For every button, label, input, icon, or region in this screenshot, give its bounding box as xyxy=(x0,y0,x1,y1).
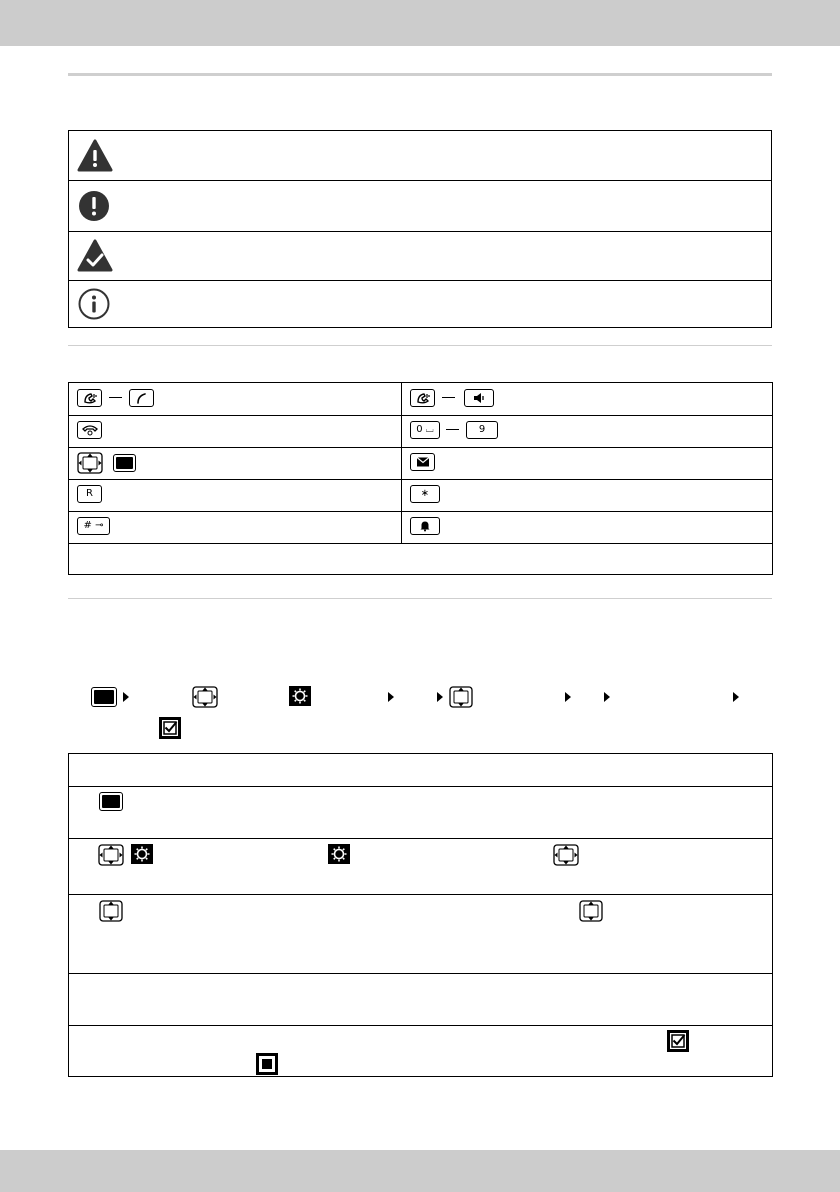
notice-box xyxy=(68,130,772,328)
notice-row-tip xyxy=(69,232,771,281)
section-rule-2 xyxy=(68,598,772,599)
bell-key-icon xyxy=(410,517,440,535)
message-key-icon xyxy=(410,453,435,471)
talk-key-icon xyxy=(77,389,102,407)
info-circle-icon xyxy=(77,287,111,321)
steps-table xyxy=(68,753,773,1077)
key-cell-talk-speaker xyxy=(402,383,772,415)
digit-key-icon: 9 xyxy=(466,421,498,439)
control-key-icon xyxy=(553,844,579,866)
checkbox-checked-icon xyxy=(667,1030,689,1052)
checkbox-checked-icon xyxy=(159,717,181,739)
updown-key-icon xyxy=(579,900,603,922)
arrow-right-icon xyxy=(123,692,129,702)
menu-key-icon xyxy=(113,454,136,472)
menu-key-icon xyxy=(91,687,117,707)
control-key-icon xyxy=(77,452,103,474)
footer-band xyxy=(0,1150,840,1192)
arrow-right-icon xyxy=(565,692,571,702)
key-cell-digits xyxy=(402,415,772,447)
arrow-right-icon xyxy=(388,692,394,702)
recall-key-icon: R xyxy=(77,485,102,503)
check-triangle-icon xyxy=(77,239,113,273)
warning-triangle-icon xyxy=(77,139,113,173)
control-key-icon xyxy=(98,844,124,866)
top-rule xyxy=(68,73,772,76)
settings-icon xyxy=(289,686,311,706)
key-cell-bell xyxy=(402,511,772,543)
talk-key-icon xyxy=(410,389,435,407)
notice-row-info xyxy=(69,281,771,327)
key-table xyxy=(68,382,773,575)
key-cell-star xyxy=(402,479,772,511)
header-band xyxy=(0,0,840,46)
section-rule-1 xyxy=(68,345,772,346)
menu-key-icon xyxy=(99,792,123,811)
checkbox-unchecked-icon xyxy=(256,1053,278,1075)
notice-row-important xyxy=(69,181,771,232)
updown-key-icon xyxy=(449,686,473,708)
settings-icon xyxy=(328,844,350,864)
key-cell-message xyxy=(402,447,772,479)
updown-key-icon xyxy=(99,900,123,922)
key-cell-hash xyxy=(69,511,402,543)
hash-key-icon: # ⊸ xyxy=(77,517,110,535)
settings-icon xyxy=(131,844,153,864)
handset-key-icon xyxy=(129,389,154,407)
key-cell-recall xyxy=(69,479,402,511)
arrow-right-icon xyxy=(437,692,443,702)
key-cell-end-call xyxy=(69,415,402,447)
exclamation-circle-icon xyxy=(77,189,111,223)
speaker-key-icon xyxy=(464,389,494,407)
notice-row-warning xyxy=(69,131,771,181)
digit-key-icon: 0 ⌴ xyxy=(410,421,440,439)
control-key-icon xyxy=(192,686,218,708)
key-cell-control-menu xyxy=(69,447,402,479)
arrow-right-icon xyxy=(733,692,739,702)
end-call-key-icon xyxy=(77,421,102,439)
key-cell-talk-handset xyxy=(69,383,402,415)
star-key-icon: ∗ xyxy=(410,485,440,503)
arrow-right-icon xyxy=(604,692,610,702)
